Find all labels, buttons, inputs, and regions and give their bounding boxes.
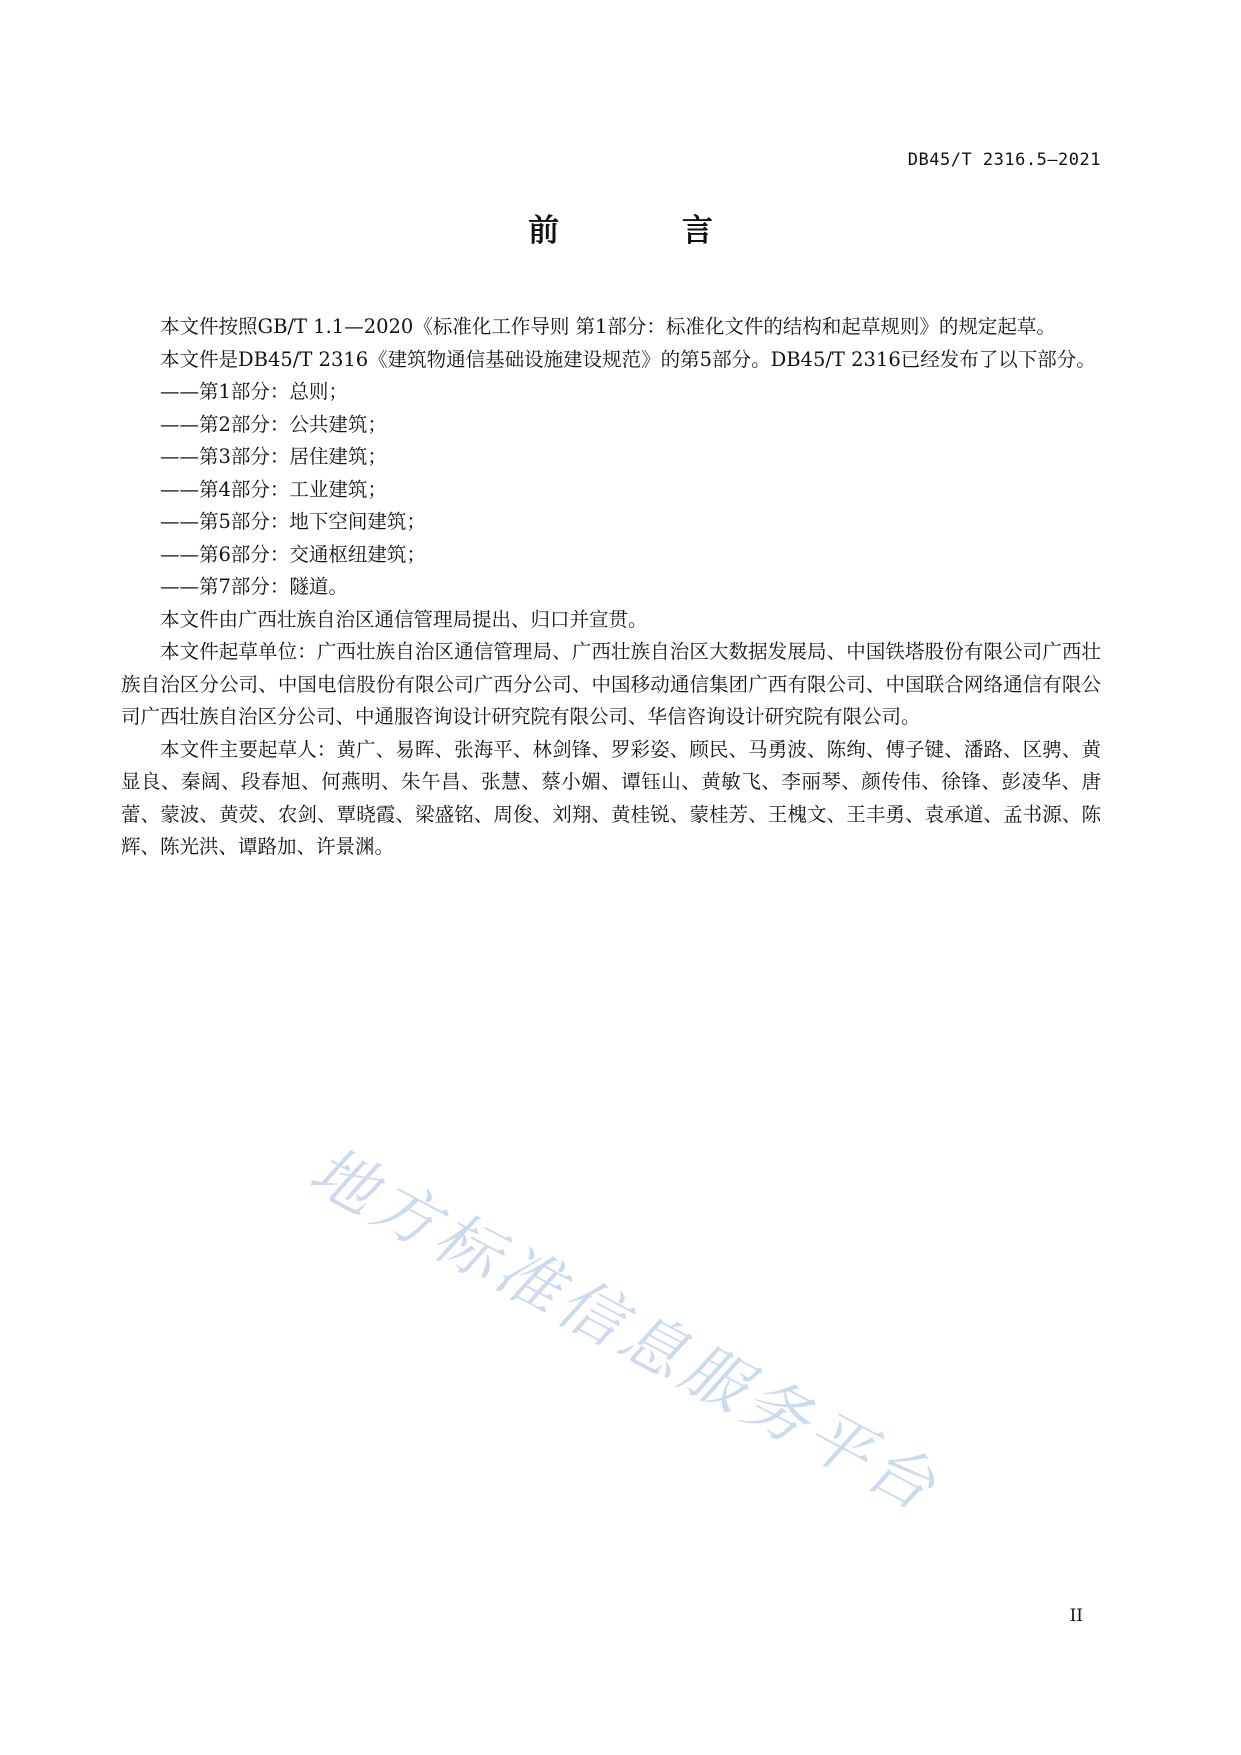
page-number: II: [1069, 1606, 1083, 1626]
foreword-body: [121, 311, 1101, 864]
paragraph-proposer: 本文件由广西壮族自治区通信管理局提出、归口并宣贯。: [160, 607, 648, 631]
list-item-part-2: ——第2部分：公共建筑；: [160, 412, 387, 436]
list-item-part-7: ——第7部分：隧道。: [160, 575, 348, 598]
list-item-part-3: ——第3部分：居住建筑；: [160, 445, 387, 468]
watermark: 地方标准信息服务平台: [297, 1133, 951, 1528]
list-item-part-1: ——第1部分：总则；: [160, 380, 348, 403]
paragraph-drafters: 本文件主要起草人：黄广、易晖、张海平、林剑锋、罗彩姿、顾民、马勇波、陈绚、傅子键、潘路、区骋、黄显良、秦阔、段春旭、何燕明、朱午昌、张慧、蔡小媚、谭钰山、黄敏飞、李丽琴、颜传伟、徐锋、彭凌华、唐蕾、蒙波、黄荧、农剑、覃晓霞、梁盛铭、周俊、刘翔、黄桂锐、蒙桂芳、王槐文、王丰勇、袁承道、孟书源、陈辉、陈光洪、谭路加、许景渊。: [121, 737, 1101, 858]
list-item-part-5: ——第5部分：地下空间建筑；: [160, 510, 426, 533]
list-item-part-4: ——第4部分：工业建筑；: [160, 477, 387, 501]
document-code: DB45/T 2316.5—2021: [907, 150, 1101, 170]
list-item-part-6: ——第6部分：交通枢纽建筑；: [160, 542, 426, 566]
paragraph-series-info: 本文件是DB45/T 2316《建筑物通信基础设施建设规范》的第5部分。DB45/T 2316已经发布了以下部分。: [160, 347, 1096, 371]
page-title: 前 言: [528, 213, 769, 249]
paragraph-drafting-basis: 本文件按照GB/T 1.1—2020《标准化工作导则 第1部分：标准化文件的结构和起草规则》的规定起草。: [160, 315, 1056, 338]
paragraph-drafting-units: 本文件起草单位：广西壮族自治区通信管理局、广西壮族自治区大数据发展局、中国铁塔股份有限公司广西壮族自治区分公司、中国电信股份有限公司广西分公司、中国移动通信集团广西有限公司、中国联合网络通信有限公司广西壮族自治区分公司、中通服咨询设计研究院有限公司、华信咨询设计研究院有限公司。: [121, 640, 1101, 728]
